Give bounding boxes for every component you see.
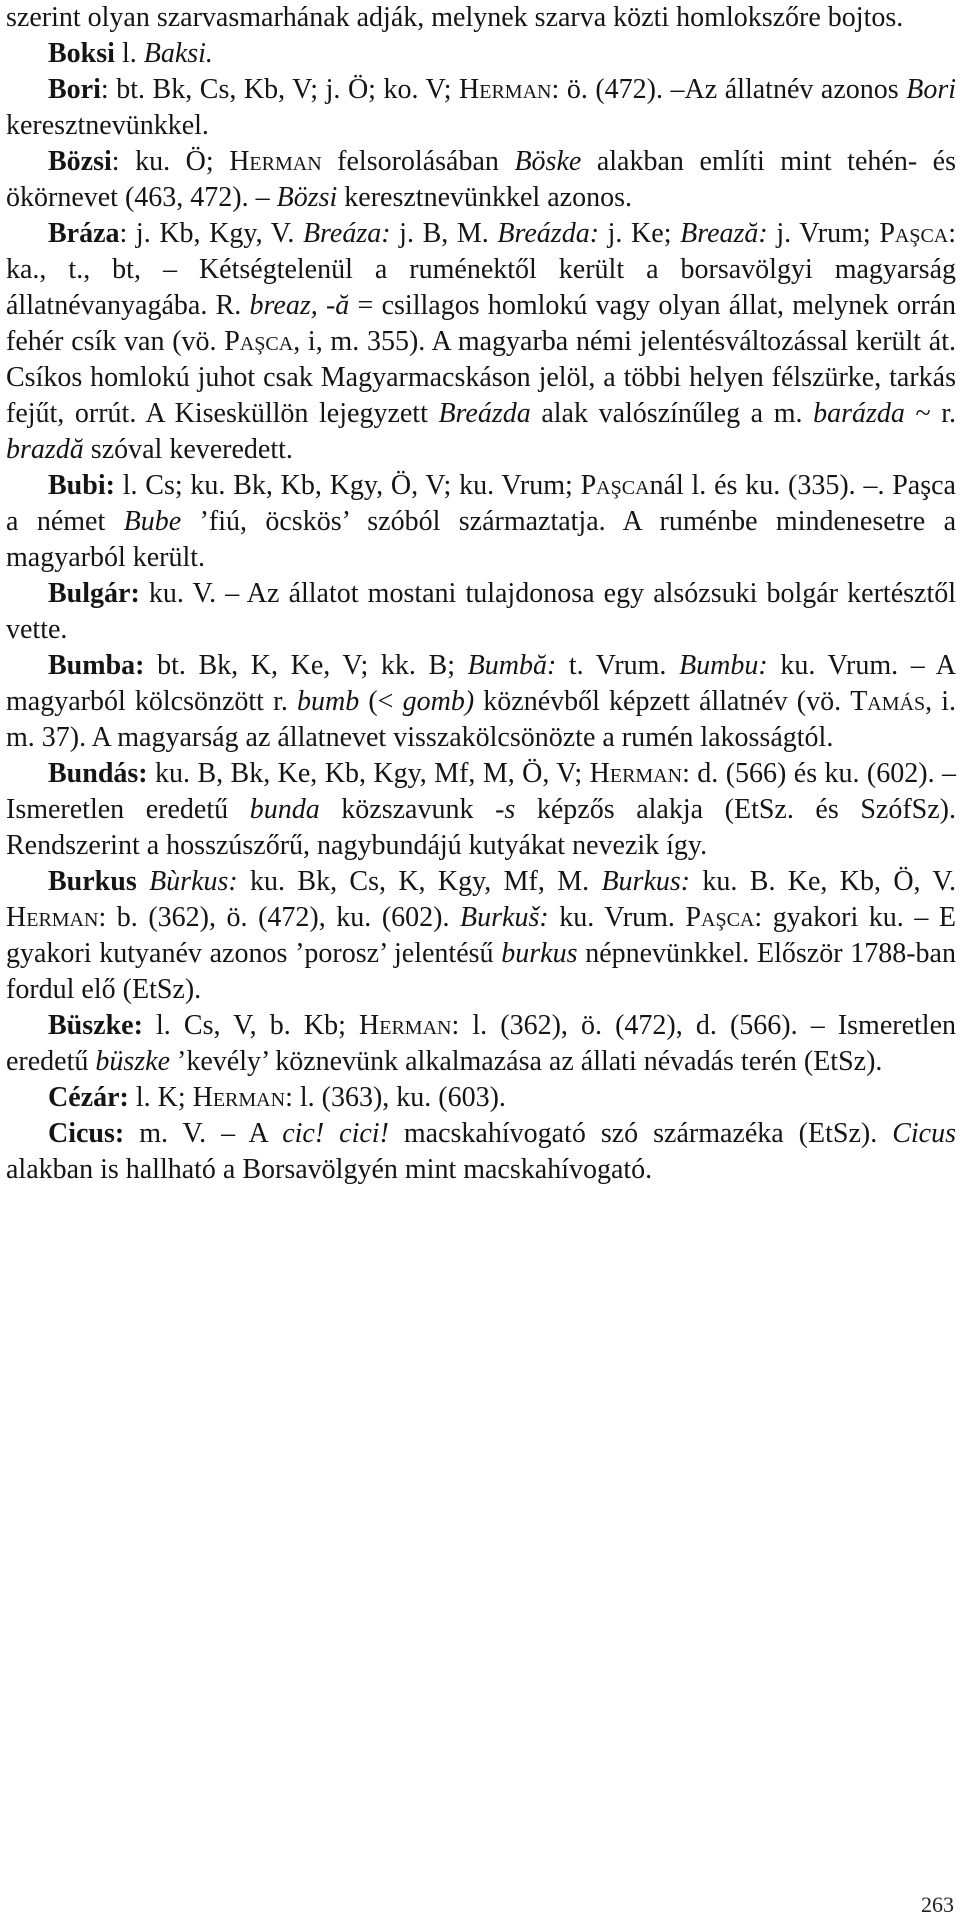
entry-burkus bbox=[6, 864, 956, 1008]
run: Bundás: bbox=[48, 758, 156, 789]
entry-buszke bbox=[6, 1008, 956, 1080]
run: ku. V. – Az állatot mostani tulajdonosa egy alsózsuki bolgár kertésztől vette. bbox=[6, 578, 956, 645]
run: alak valószínűleg a m. bbox=[530, 398, 814, 429]
run: cic! cici! bbox=[282, 1118, 389, 1149]
run: bt. Bk, K, Ke, V; kk. B; bbox=[157, 650, 468, 681]
run: m. V. – A bbox=[139, 1118, 283, 1149]
run: Herman bbox=[589, 758, 683, 789]
run: Cicus bbox=[892, 1118, 956, 1149]
run: : d. (566) és ku. (602). – Ismeretlen eredetű bbox=[6, 758, 956, 825]
run: keresztnevünkkel azonos. bbox=[337, 182, 632, 213]
run: Bözsi bbox=[48, 146, 112, 177]
run: Herman bbox=[359, 1010, 452, 1041]
run: Boksi bbox=[48, 38, 122, 69]
entry-cezar bbox=[6, 1080, 956, 1116]
run: köznévből képzett állatnév (vö. bbox=[474, 686, 851, 717]
run: l. Cs; ku. Bk, Kb, Kgy, Ö, V; ku. Vrum; bbox=[122, 470, 581, 501]
run: Bulgár: bbox=[48, 578, 149, 609]
run: ’fiú, öcskös’ szóból származtatja. A ruménbe mindenesetre a magyarból került. bbox=[6, 506, 956, 573]
run: : ö. (472). –Az állatnév azonos bbox=[551, 74, 907, 105]
lead-paragraph: szerint olyan szarvasmarhának adják, melynek szarva közti homlokszőre bojtos. bbox=[6, 2, 904, 33]
run: : bt. Bk, Cs, Kb, V; j. Ö; ko. V; bbox=[100, 74, 460, 105]
entry-bumba bbox=[6, 648, 956, 756]
run: l. Cs, V, b. Kb; bbox=[156, 1010, 360, 1041]
run: : j. Kb, Kgy, V. bbox=[119, 218, 303, 249]
run: Bori bbox=[48, 74, 101, 105]
run: Burkus: bbox=[601, 866, 691, 897]
run: Herman bbox=[459, 74, 552, 105]
run: Paşca bbox=[224, 326, 294, 357]
run: Bùrkus: bbox=[149, 866, 238, 897]
run: Breáza: bbox=[302, 218, 391, 249]
run: Bori bbox=[906, 74, 957, 105]
page-number: 263 bbox=[921, 1892, 954, 1917]
run: : l. (362), ö. (472), d. (566). – Ismeretlen eredetű bbox=[6, 1010, 956, 1077]
run: Breázda: bbox=[497, 218, 600, 249]
run: : b. (362), ö. (472), ku. (602). bbox=[98, 902, 461, 933]
entry-bubi bbox=[6, 468, 956, 576]
run: Breázda bbox=[438, 398, 531, 429]
entry-cicus bbox=[6, 1116, 956, 1188]
run: Bube bbox=[123, 506, 182, 537]
entry-bundas bbox=[6, 756, 956, 864]
run: Herman bbox=[229, 146, 322, 177]
run: alakban is hallható a Borsavölgyén mint macskahívogató. bbox=[6, 1154, 653, 1185]
run: : ka., t., bt, – Kétségtelenül a ruménektől került a borsavölgyi magyarság állatnévanyagába. R. bbox=[6, 218, 957, 321]
run: (< bbox=[359, 686, 403, 717]
run: gomb) bbox=[402, 686, 475, 717]
run: ku. Vrum. – A magyarból kölcsönzött r. bbox=[6, 650, 957, 717]
dictionary-page bbox=[6, 0, 956, 1188]
run: Bumbu: bbox=[679, 650, 768, 681]
run: j. B, M. bbox=[390, 218, 498, 249]
run: Büszke: bbox=[48, 1010, 157, 1041]
run: Cicus: bbox=[48, 1118, 140, 1149]
run: Paşca bbox=[580, 470, 650, 501]
run: , i, m. 355). A magyarba némi jelentésváltozással került át. Csíkos homlokú juhot csak Magyarmacskáson jelöl, a többi helyen félszürke, tarkás fejűt, orrút. A Kisesküllön lejegyzett bbox=[6, 326, 957, 429]
run: j. Vrum; bbox=[767, 218, 880, 249]
run: l. bbox=[121, 38, 144, 69]
run: -s bbox=[495, 794, 516, 825]
run: büszke bbox=[95, 1046, 171, 1077]
run: ku. Bk, Cs, K, Kgy, Mf, M. bbox=[237, 866, 602, 897]
run: közszavunk bbox=[319, 794, 496, 825]
run: bumb bbox=[296, 686, 360, 717]
run: : gyakori ku. – E gyakori kutyanév azonos ’porosz’ jelentésű bbox=[6, 902, 956, 969]
entry-bulgar bbox=[6, 576, 956, 648]
run: brazdă bbox=[6, 434, 84, 465]
run: : l. (363), ku. (603). bbox=[285, 1082, 506, 1113]
entry-boksi bbox=[6, 36, 956, 72]
run: Baksi. bbox=[143, 38, 213, 69]
run: macskahívogató szó származéka (EtSz). bbox=[388, 1118, 893, 1149]
run: Böske bbox=[514, 146, 582, 177]
run: : ku. Ö; bbox=[111, 146, 230, 177]
run: ~ r. bbox=[904, 398, 956, 429]
run: Brează: bbox=[680, 218, 768, 249]
run: alakban említi mint tehén- és ökörnevet (463, 472). – bbox=[6, 146, 956, 213]
run: Bubi: bbox=[48, 470, 123, 501]
run: keresztnevünkkel. bbox=[6, 110, 209, 141]
run: Herman bbox=[6, 902, 99, 933]
run: képzős alakja (EtSz. és SzófSz). Rendszerint a hosszúszőrű, nagybundájú kutyákat nevezik így. bbox=[6, 794, 956, 861]
run: barázda bbox=[813, 398, 905, 429]
run: Bözsi bbox=[276, 182, 338, 213]
entry-bori bbox=[6, 72, 956, 144]
run: Burkuš: bbox=[460, 902, 549, 933]
run: Paşca bbox=[685, 902, 755, 933]
run: breaz, -ă bbox=[249, 290, 350, 321]
run: Cézár: bbox=[48, 1082, 136, 1113]
run: nál l. és ku. (335). –. Paşca a német bbox=[6, 470, 956, 537]
run: Herman bbox=[192, 1082, 286, 1113]
run: Bráza bbox=[48, 218, 120, 249]
run: Paşca bbox=[879, 218, 949, 249]
run: ku. Vrum. bbox=[548, 902, 686, 933]
run: ’kevély’ köznevünk alkalmazása az állati névadás terén (EtSz). bbox=[170, 1046, 883, 1077]
run: Bumba: bbox=[48, 650, 158, 681]
run: , i. m. 37). A magyarság az állatnevet visszakölcsönözte a rumén lakosságtól. bbox=[6, 686, 956, 753]
run: = csillagos homlokú vagy olyan állat, melynek orrán fehér csík van (vö. bbox=[6, 290, 956, 357]
entry-bozsi bbox=[6, 144, 956, 216]
run: ku. B, Bk, Ke, Kb, Kgy, Mf, M, Ö, V; bbox=[155, 758, 590, 789]
run: Burkus bbox=[48, 866, 150, 897]
run: felsorolásában bbox=[321, 146, 515, 177]
run: j. Ke; bbox=[599, 218, 681, 249]
run: szóval keveredett. bbox=[83, 434, 293, 465]
run: Bumbă: bbox=[467, 650, 557, 681]
run: Tamás bbox=[850, 686, 926, 717]
run: l. K; bbox=[135, 1082, 193, 1113]
run: bunda bbox=[249, 794, 320, 825]
entry-braza bbox=[6, 216, 956, 468]
run: ku. B. Ke, Kb, Ö, V. bbox=[690, 866, 957, 897]
run: népnevünkkel. Először 1788-ban fordul elő (EtSz). bbox=[6, 938, 956, 1005]
run: burkus bbox=[501, 938, 578, 969]
run: t. Vrum. bbox=[556, 650, 680, 681]
